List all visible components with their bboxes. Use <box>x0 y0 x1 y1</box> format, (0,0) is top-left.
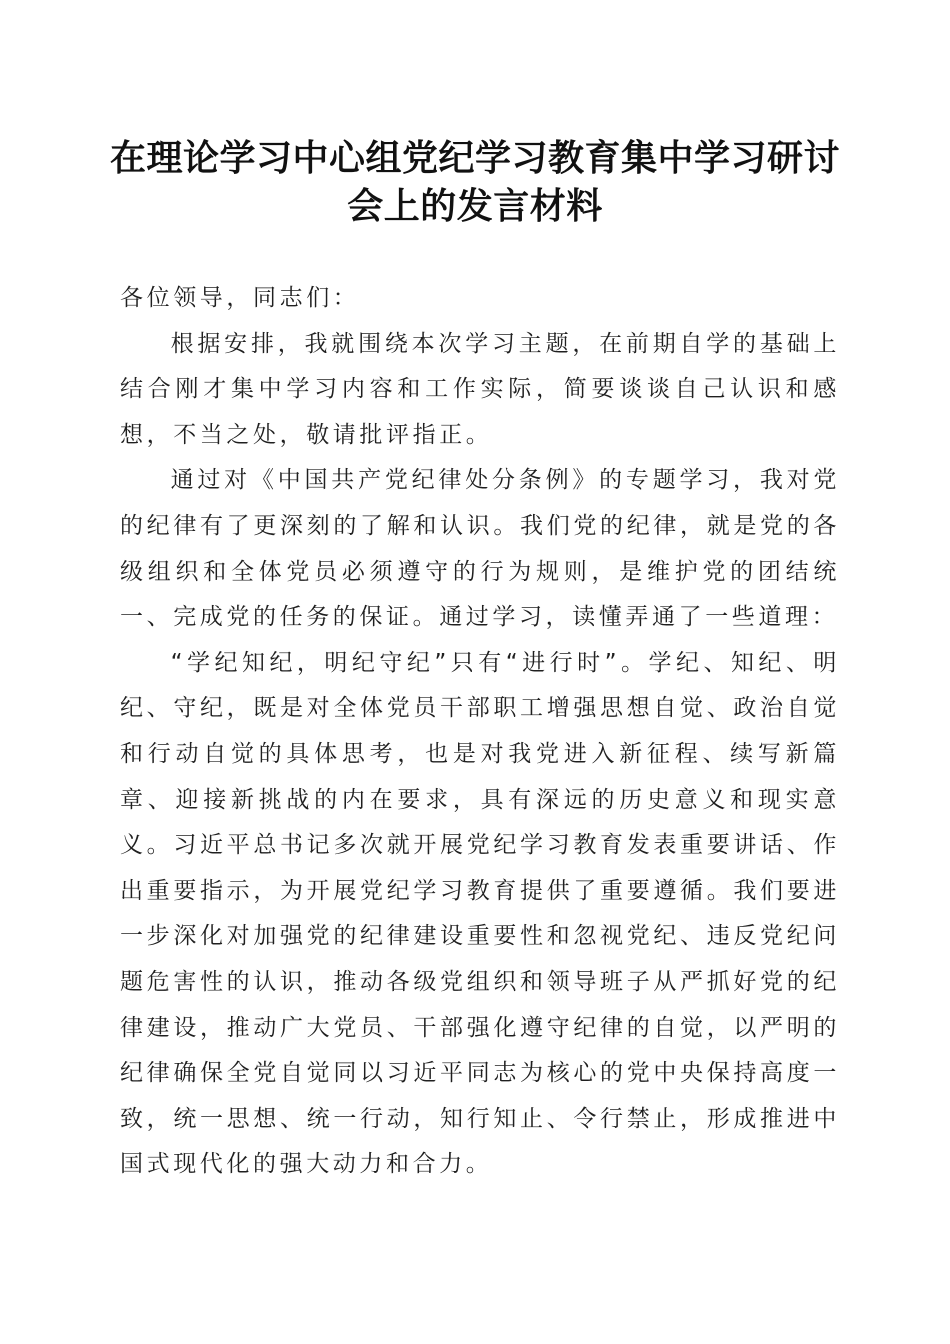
paragraph-discipline: “学纪知纪，明纪守纪”只有“进行时”。学纪、知纪、明纪、守纪，既是对全体党员干部职工增强思想自觉、政治自觉和行动自觉的具体思考，也是对我党进入新征程、续写新篇章、迎接新挑战的内在要求，具有深远的历史意义和现实意义。习近平总书记多次就开展党纪学习教育发表重要讲话、作出重要指示，为开展党纪学习教育提供了重要遵循。我们要进一步深化对加强党的纪律建设重要性和忽视党纪、违反党纪问题危害性的认识，推动各级党组织和领导班子从严抓好党的纪律建设，推动广大党员、干部强化遵守纪律的自觉，以严明的纪律确保全党自觉同以习近平同志为核心的党中央保持高度一致，统一思想、统一行动，知行知止、令行禁止，形成推进中国式现代化的强大动力和合力。 <box>120 649 840 1178</box>
greeting: 各位领导，同志们： <box>120 285 360 311</box>
paragraph-intro: 根据安排，我就围绕本次学习主题，在前期自学的基础上结合刚才集中学习内容和工作实际，简要谈谈自己认识和感想，不当之处，敬请批评指正。 <box>120 330 840 448</box>
title-line-1: 在理论学习中心组党纪学习教育集中学习研讨 <box>109 137 840 179</box>
paragraph-study: 通过对《中国共产党纪律处分条例》的专题学习，我对党的纪律有了更深刻的了解和认识。我们党的纪律，就是党的各级组织和全体党员必须遵守的行为规则，是维护党的团结统一、完成党的任务的保证。通过学习，读懂弄通了一些道理： <box>120 467 840 631</box>
title-line-2: 会上的发言材料 <box>347 185 603 227</box>
document-title <box>80 134 870 230</box>
document-body <box>120 276 840 1188</box>
